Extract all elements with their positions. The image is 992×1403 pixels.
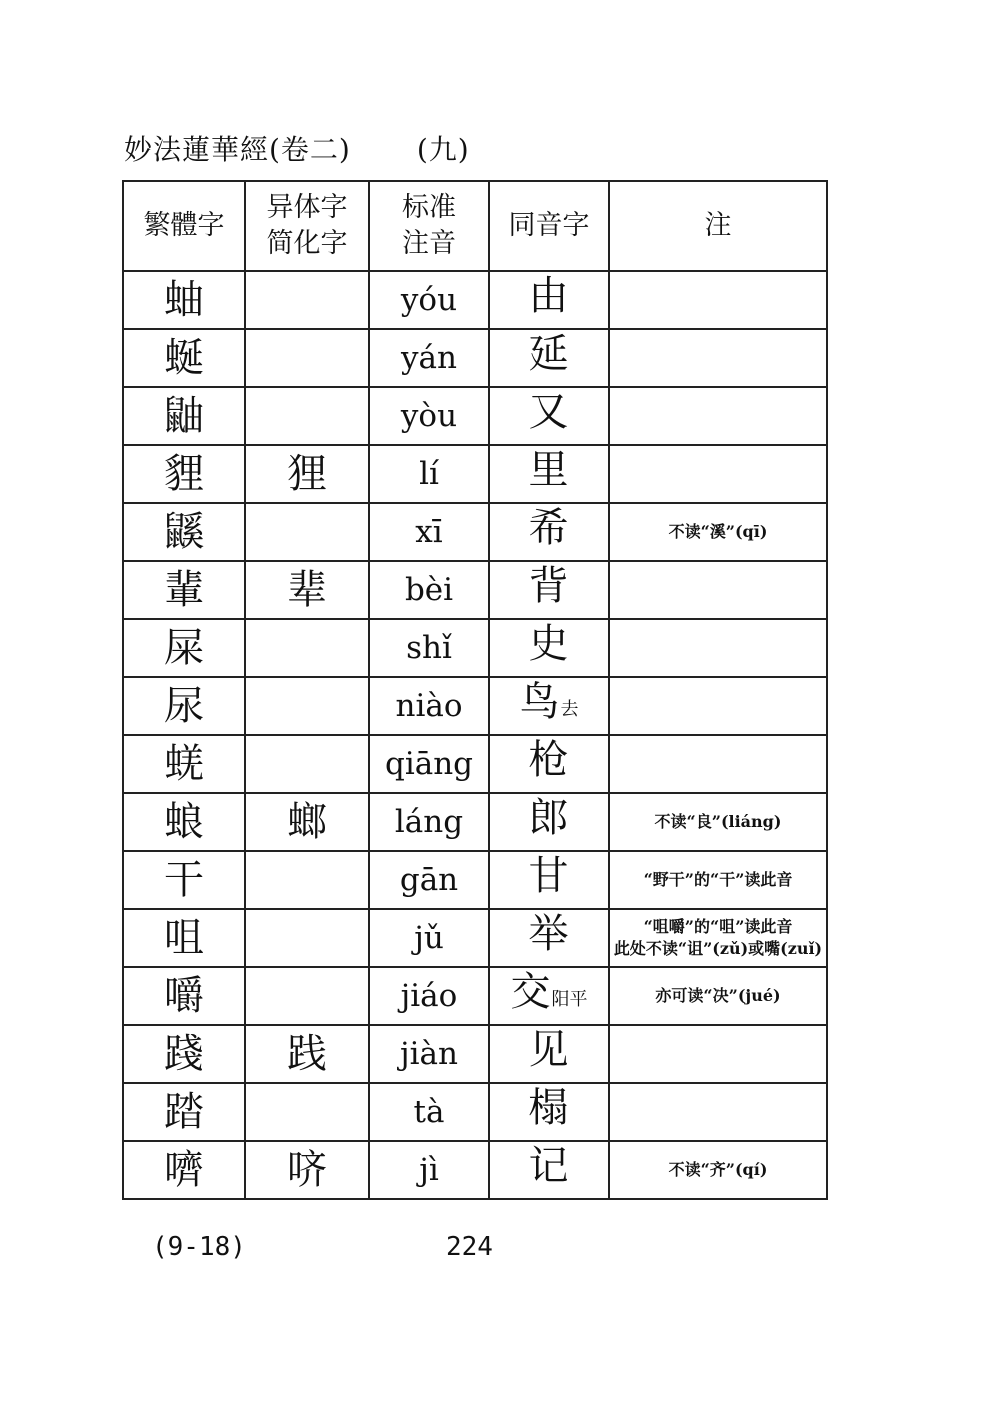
homophone-char: 鸟 (519, 679, 560, 725)
traditional-char: 踏 (123, 1083, 245, 1141)
homophone-char: 甘 (528, 853, 569, 899)
simplified-char (245, 851, 369, 909)
simplified-char (245, 619, 369, 677)
note-line: “野干”的“干”读此音 (643, 870, 793, 889)
traditional-char: 踐 (123, 1025, 245, 1083)
simplified-char: 辈 (245, 561, 369, 619)
traditional-char: 貍 (123, 445, 245, 503)
note-cell (609, 1083, 827, 1141)
page-number: 224 (446, 1232, 493, 1262)
footer-code: (9-18) (152, 1232, 246, 1262)
traditional-char: 蚰 (123, 271, 245, 329)
note-line: 不读“溪”(qī) (668, 522, 768, 541)
pinyin: gān (369, 851, 489, 909)
pinyin: jì (369, 1141, 489, 1199)
table-row (123, 967, 827, 1025)
traditional-char: 屎 (123, 619, 245, 677)
pinyin: xī (369, 503, 489, 561)
homophone-cell (489, 445, 609, 503)
table-row (123, 1025, 827, 1083)
traditional-char: 嚼 (123, 967, 245, 1025)
homophone-cell (489, 503, 609, 561)
homophone-cell (489, 677, 609, 735)
header-note: 注 (609, 181, 827, 271)
simplified-char (245, 329, 369, 387)
note-cell (609, 271, 827, 329)
homophone-char: 背 (528, 563, 569, 609)
note-cell (609, 561, 827, 619)
homophone-char: 史 (528, 621, 569, 667)
pinyin: qiāng (369, 735, 489, 793)
homophone-cell (489, 329, 609, 387)
pinyin: láng (369, 793, 489, 851)
simplified-char (245, 503, 369, 561)
table-row (123, 271, 827, 329)
traditional-char: 干 (123, 851, 245, 909)
table-row (123, 793, 827, 851)
homophone-char: 记 (528, 1143, 569, 1189)
traditional-char: 輩 (123, 561, 245, 619)
note-line: 不读“齐”(qí) (668, 1160, 768, 1179)
homophone-cell (489, 1025, 609, 1083)
homophone-cell (489, 909, 609, 967)
homophone-char: 由 (528, 273, 569, 319)
simplified-char: 践 (245, 1025, 369, 1083)
simplified-char (245, 909, 369, 967)
pinyin: yán (369, 329, 489, 387)
note-cell (609, 851, 827, 909)
pinyin: niào (369, 677, 489, 735)
note-cell (609, 735, 827, 793)
note-line: 亦可读“决”(jué) (655, 986, 781, 1005)
homophone-char: 延 (528, 331, 569, 377)
table-row (123, 909, 827, 967)
note-cell (609, 387, 827, 445)
table-header-row (123, 181, 827, 271)
note-cell (609, 1141, 827, 1199)
homophone-cell (489, 1083, 609, 1141)
note-line: 不读“良”(liáng) (654, 812, 782, 831)
simplified-char (245, 1083, 369, 1141)
homophone-char: 见 (528, 1027, 569, 1073)
traditional-char: 鼬 (123, 387, 245, 445)
table-row (123, 851, 827, 909)
traditional-char: 咀 (123, 909, 245, 967)
table-row (123, 329, 827, 387)
simplified-char: 螂 (245, 793, 369, 851)
table-row (123, 503, 827, 561)
homophone-cell (489, 851, 609, 909)
pinyin: jiáo (369, 967, 489, 1025)
table-row (123, 1083, 827, 1141)
note-line: “咀嚼”的“咀”读此音 (643, 917, 793, 936)
homophone-char: 枪 (528, 737, 569, 783)
pinyin: lí (369, 445, 489, 503)
table-row (123, 677, 827, 735)
traditional-char: 尿 (123, 677, 245, 735)
traditional-char: 嚌 (123, 1141, 245, 1199)
table-row (123, 387, 827, 445)
note-cell (609, 1025, 827, 1083)
header-variant-simplified: 异体字 简化字 (245, 181, 369, 271)
traditional-char: 蜣 (123, 735, 245, 793)
homophone-cell (489, 967, 609, 1025)
simplified-char (245, 677, 369, 735)
homophone-char: 举 (528, 911, 569, 957)
table-row (123, 445, 827, 503)
note-cell (609, 503, 827, 561)
table-row (123, 1141, 827, 1199)
homophone-cell (489, 561, 609, 619)
pinyin: tà (369, 1083, 489, 1141)
table-row (123, 619, 827, 677)
traditional-char: 蜒 (123, 329, 245, 387)
homophone-cell (489, 619, 609, 677)
page-title (124, 128, 470, 168)
pinyin: jiàn (369, 1025, 489, 1083)
table-row (123, 561, 827, 619)
note-cell (609, 677, 827, 735)
homophone-char: 交 (510, 969, 551, 1015)
traditional-char: 鼷 (123, 503, 245, 561)
simplified-char (245, 387, 369, 445)
pinyin: yóu (369, 271, 489, 329)
pinyin: shǐ (369, 619, 489, 677)
simplified-char: 狸 (245, 445, 369, 503)
note-cell (609, 329, 827, 387)
character-table (122, 180, 828, 1200)
homophone-cell (489, 1141, 609, 1199)
tone-mark: 去 (560, 699, 579, 720)
note-line: 此处不读“诅”(zǔ)或嘴(zuǐ) (613, 939, 823, 958)
homophone-cell (489, 735, 609, 793)
table-row (123, 735, 827, 793)
note-cell (609, 619, 827, 677)
sutra-title: 妙法蓮華經(卷二) (124, 133, 351, 166)
note-cell (609, 445, 827, 503)
pinyin: jǔ (369, 909, 489, 967)
homophone-cell (489, 387, 609, 445)
note-cell (609, 967, 827, 1025)
header-pinyin: 标准 注音 (369, 181, 489, 271)
simplified-char (245, 271, 369, 329)
homophone-cell (489, 271, 609, 329)
homophone-char: 里 (528, 447, 569, 493)
homophone-char: 希 (528, 505, 569, 551)
homophone-char: 郎 (528, 795, 569, 841)
volume-number: (九) (416, 133, 470, 166)
tone-mark: 阳平 (551, 989, 588, 1010)
simplified-char (245, 967, 369, 1025)
note-cell (609, 793, 827, 851)
simplified-char (245, 735, 369, 793)
simplified-char: 哜 (245, 1141, 369, 1199)
pinyin: yòu (369, 387, 489, 445)
homophone-cell (489, 793, 609, 851)
homophone-char: 又 (528, 389, 569, 435)
header-traditional: 繁體字 (123, 181, 245, 271)
pinyin: bèi (369, 561, 489, 619)
note-cell (609, 909, 827, 967)
header-homophone: 同音字 (489, 181, 609, 271)
traditional-char: 蜋 (123, 793, 245, 851)
homophone-char: 榻 (528, 1085, 569, 1131)
